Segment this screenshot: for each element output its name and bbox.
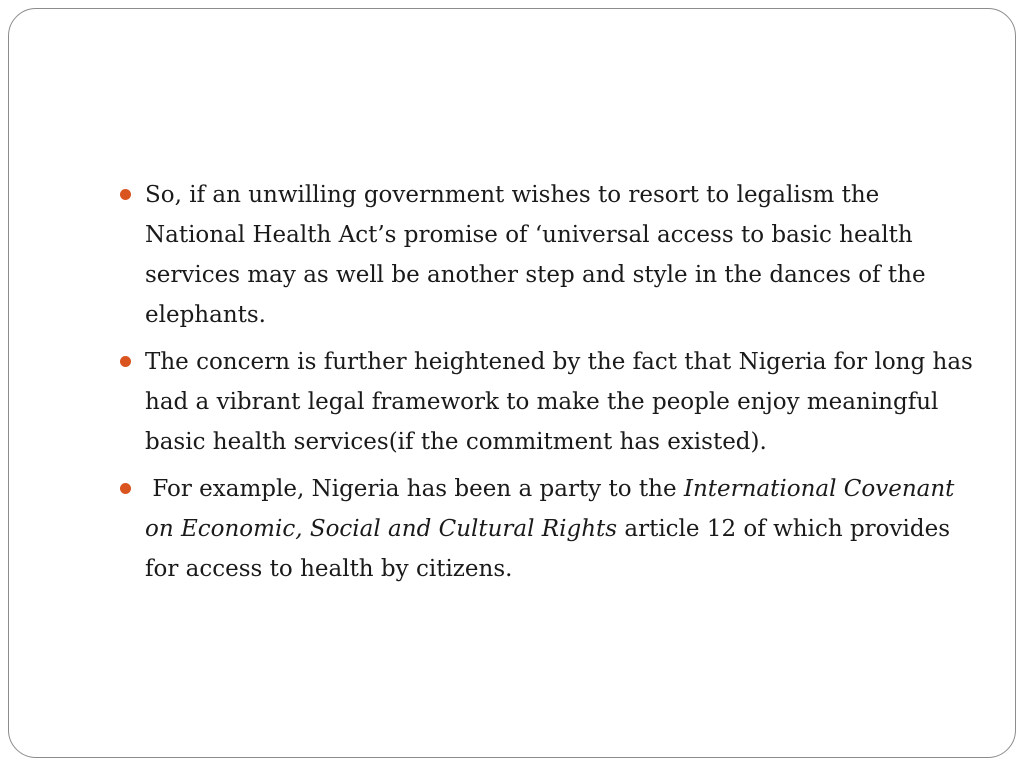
bullet-text-lead: For example, Nigeria has been a party to the — [145, 476, 684, 502]
bullet-list — [114, 175, 974, 589]
bullet-dot-icon — [120, 483, 131, 494]
bullet-item — [114, 342, 974, 462]
treaty-title: International Covenant on Economic, Social and Cultural Rights — [145, 476, 955, 542]
bullet-dot-icon — [120, 189, 131, 200]
bullet-text-tail: article 12 of which provides for access to health by citizens. — [145, 516, 958, 582]
bullet-text: The concern is further heightened by the fact that Nigeria for long has had a vibrant legal framework to make the people enjoy meaningful basic health services(if the commitment has existed). — [145, 349, 973, 455]
bullet-text: So, if an unwilling government wishes to resort to legalism the National Health Act’s promise of ‘universal access to basic health services may as well be another step and style in the dances of the elephants. — [145, 182, 926, 328]
bullet-dot-icon — [120, 356, 131, 367]
slide-body — [114, 175, 974, 596]
bullet-item — [114, 175, 974, 335]
bullet-item — [114, 469, 974, 589]
slide-frame — [8, 8, 1016, 758]
